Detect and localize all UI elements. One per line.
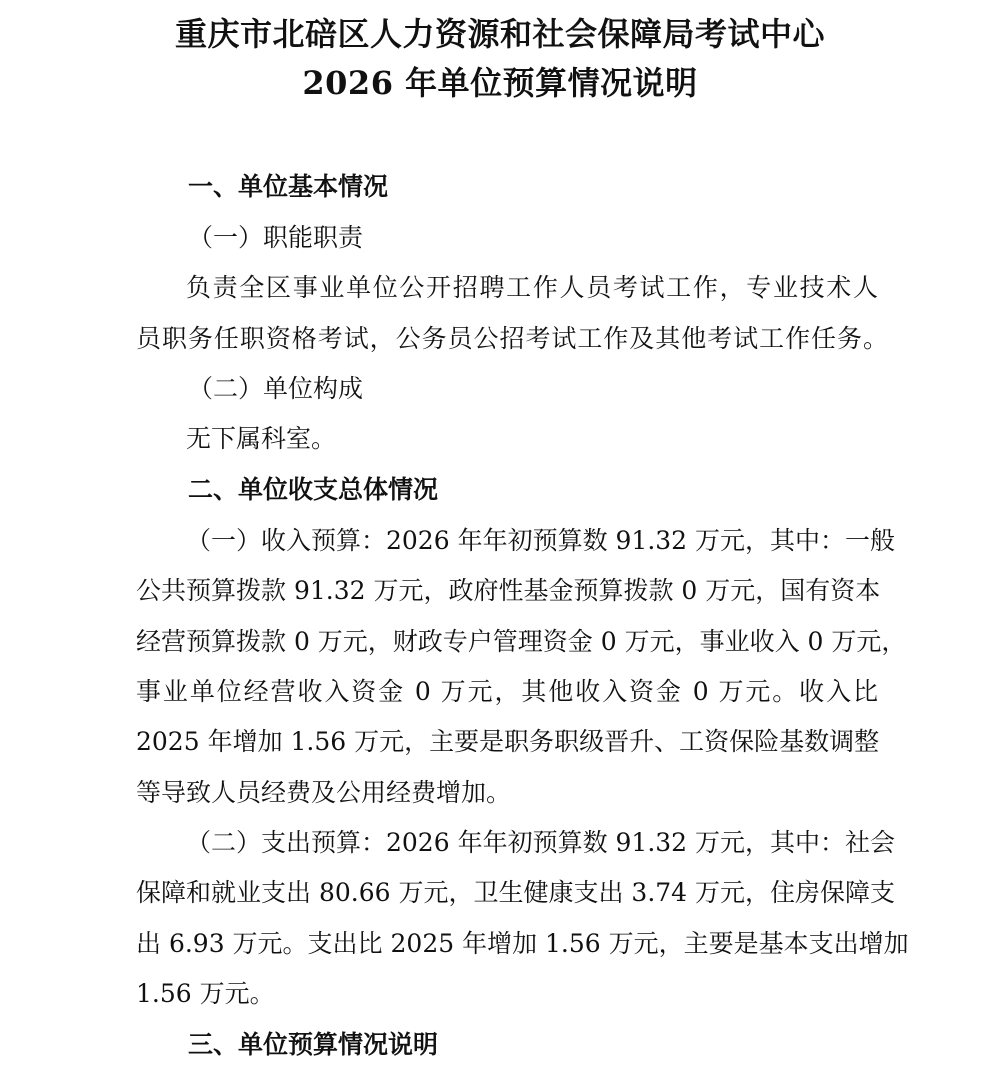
expense-line-2: 保障和就业支出 80.66 万元，卫生健康支出 3.74 万元，住房保障支 bbox=[136, 878, 896, 907]
section1-heading: 一、单位基本情况 bbox=[188, 172, 389, 201]
section2-heading: 二、单位收支总体情况 bbox=[188, 475, 439, 504]
income-line-3: 经营预算拨款 0 万元，财政专户管理资金 0 万元，事业收入 0 万元， bbox=[136, 627, 907, 656]
income-line-4: 事业单位经营收入资金 0 万元，其他收入资金 0 万元。收入比 bbox=[136, 677, 878, 706]
income-line-6: 等导致人员经费及公用经费增加。 bbox=[136, 778, 512, 807]
expense-line-4: 1.56 万元。 bbox=[136, 979, 275, 1008]
section1-sub2-heading: （二）单位构成 bbox=[188, 374, 364, 403]
document-title-line2: 2026 年单位预算情况说明 bbox=[302, 64, 698, 102]
section3-heading: 三、单位预算情况说明 bbox=[188, 1030, 439, 1059]
income-line-2: 公共预算拨款 91.32 万元，政府性基金预算拨款 0 万元，国有资本 bbox=[136, 576, 881, 605]
expense-line-3: 出 6.93 万元。支出比 2025 年增加 1.56 万元，主要是基本支出增加 bbox=[136, 929, 909, 958]
income-line-1: （一）收入预算：2026 年年初预算数 91.32 万元，其中：一般 bbox=[186, 526, 896, 555]
section1-sub1-line-1: 负责全区事业单位公开招聘工作人员考试工作，专业技术人 bbox=[186, 273, 878, 302]
section1-sub2-text: 无下属科室。 bbox=[186, 424, 337, 453]
income-line-5: 2025 年增加 1.56 万元，主要是职务职级晋升、工资保险基数调整 bbox=[136, 727, 880, 756]
section1-sub1-line-2: 员职务任职资格考试，公务员公招考试工作及其他考试工作任务。 bbox=[136, 324, 888, 353]
expense-line-1: （二）支出预算：2026 年年初预算数 91.32 万元，其中：社会 bbox=[186, 828, 896, 857]
document-title-line1: 重庆市北碚区人力资源和社会保障局考试中心 bbox=[174, 15, 825, 53]
section1-sub1-heading: （一）职能职责 bbox=[188, 223, 364, 252]
